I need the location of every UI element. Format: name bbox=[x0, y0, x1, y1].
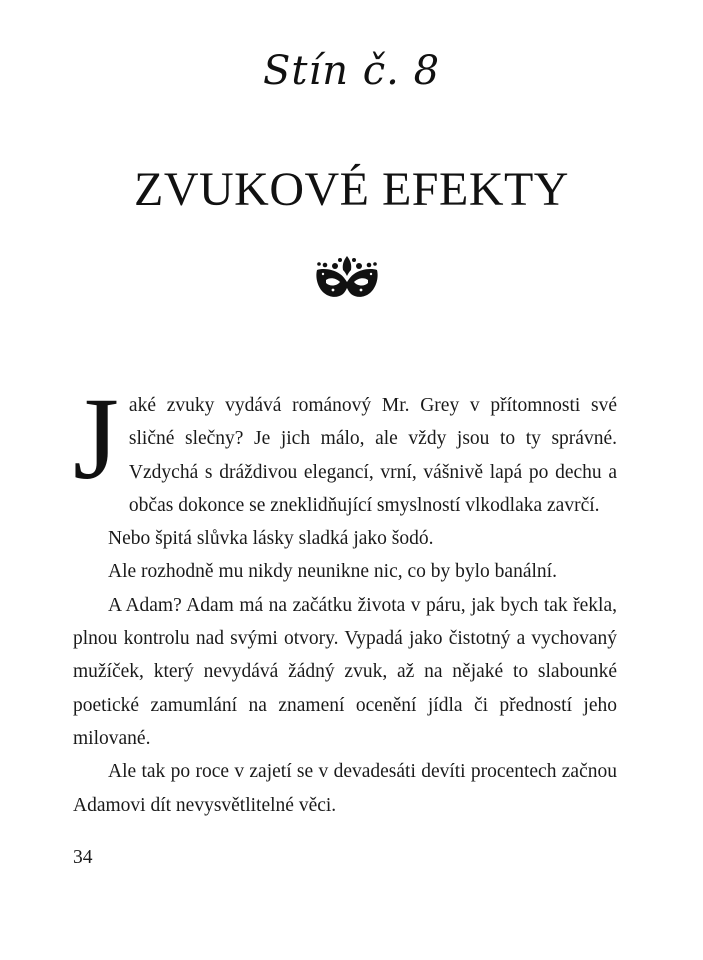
paragraph-2: Nebo špitá slůvka lásky sladká jako šodó. bbox=[108, 528, 434, 550]
paragraph-4: A Adam? Adam má na začátku života v páru, jak bych tak řekla, plnou kontrolu nad svými otvory. Vypadá jako čistotný a vychovaný mužíček, který nevydává žádný zvuk, až na nějaké to slabounké poetické zamumlání na znamení ocenění jídla či předností jeho milované. bbox=[73, 594, 617, 749]
drop-cap: J bbox=[73, 373, 119, 504]
paragraph-5: Ale tak po roce v zajetí se v devadesáti devíti procentech začnou Adamovi dít nevysvětlitelné věci. bbox=[73, 761, 617, 816]
paragraph-1-text: aké zvuky vydává románový Mr. Grey v přítomnosti své sličné slečny? Je jich málo, ale vždy jsou to ty správné. Vzdychá s dráždivou elegancí, vrní, vášnivě lapá po dechu a občas dokonce se zneklidňující smyslností vlkodlaka zavrčí. bbox=[128, 395, 617, 516]
chapter-label: Stín č. 8 bbox=[262, 48, 441, 94]
body-text bbox=[73, 373, 617, 822]
mask-icon bbox=[313, 252, 381, 304]
page-number: 34 bbox=[73, 847, 93, 868]
paragraph-1 bbox=[73, 373, 617, 522]
paragraph-3: Ale rozhodně mu nikdy neunikne nic, co by bylo banální. bbox=[108, 561, 557, 583]
chapter-title: ZVUKOVÉ EFEKTY bbox=[134, 163, 569, 216]
